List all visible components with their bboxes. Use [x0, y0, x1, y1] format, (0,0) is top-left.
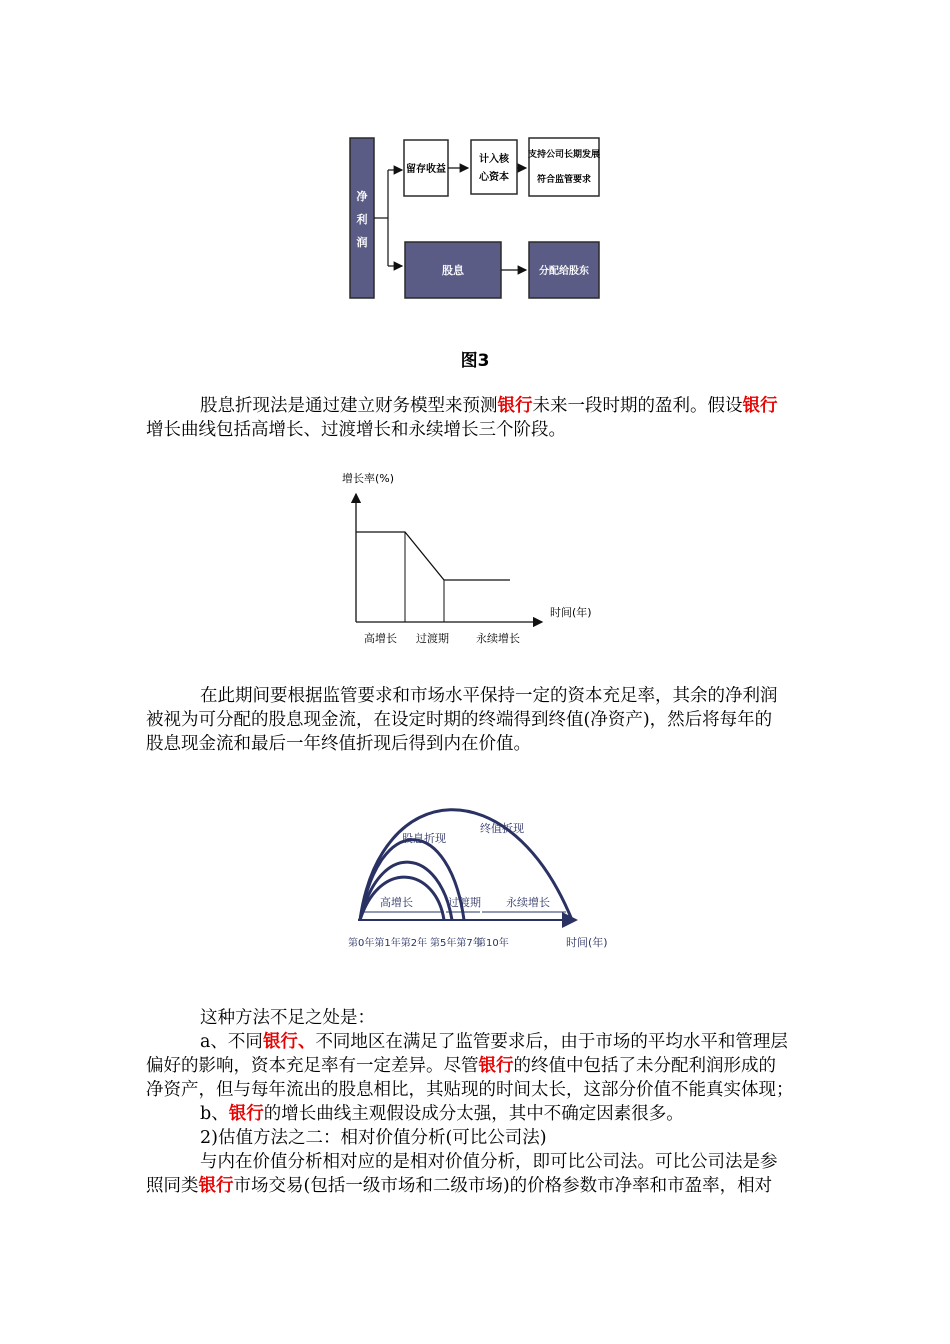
dividend-label: 股息 — [442, 264, 464, 277]
stage-label-high: 高增长 — [364, 632, 397, 645]
stage-label-perpetual: 永续增长 — [506, 896, 550, 909]
keyword-bank: 银行 — [262, 1032, 298, 1052]
figure3-flow-diagram — [340, 130, 610, 310]
label-dividend-discount: 股息折现 — [402, 832, 446, 845]
distribute-label: 分配给股东 — [539, 266, 589, 277]
tick-label-late: 第10年 — [476, 938, 509, 949]
support-label-1: 支持公司长期发展 — [527, 150, 601, 160]
x-axis-label: 时间(年) — [550, 606, 592, 619]
paragraph-method: 在此期间要根据监管要求和市场水平保持一定的资本充足率，其余的净利润 被视为可分配的股息现金流，在设定时期的终端得到终值(净资产)，然后将每年的 股息现金流和最后一年终值折现后得到内在价值。 — [146, 686, 778, 754]
core-capital-label-1: 计入核 — [479, 154, 509, 165]
stage-label-transition: 过渡期 — [448, 896, 481, 909]
label-terminal-discount: 终值折现 — [480, 822, 524, 835]
paragraph-intro: 股息折现法是通过建立财务模型来预测银行未来一段时期的盈利。假设银行 增长曲线包括高增长、过渡增长和永续增长三个阶段。 — [146, 396, 778, 440]
core-capital-box — [471, 140, 517, 194]
stage-label-perpetual: 永续增长 — [476, 632, 520, 645]
core-capital-label-2: 心资本 — [479, 172, 509, 183]
x-axis-label: 时间(年) — [566, 936, 608, 949]
growth-curve — [356, 532, 510, 580]
keyword-bank: 银行 — [478, 1056, 514, 1076]
growth-rate-chart — [320, 462, 610, 652]
keyword-bank: 银行 — [198, 1176, 234, 1196]
stage-label-transition: 过渡期 — [416, 632, 449, 645]
keyword-bank: 银行 — [742, 396, 778, 416]
discount-arcs-chart — [340, 788, 620, 960]
tick-labels-early: 第0年第1年第2年 — [348, 938, 428, 949]
y-axis-label: 增长率(%) — [342, 472, 395, 485]
net-profit-label-2: 利 — [356, 213, 368, 226]
paragraph-shortcomings: 这种方法不足之处是： a、不同银行、不同地区在满足了监管要求后，由于市场的平均水平和管理层 偏好的影响，资本充足率有一定差异。尽管银行的终值中包括了未分配利润形成的 净资产，但与每年流出的股息相比，其贴现的时间太长，这部分价值不能真实体现； b、银行的增长曲线主观假设成分太强，其中不确定因素很多。 2)估值方法之二：相对价值分析(可比公司法) 与内在价值分析相对应的是相对价值分析，即可比公司法。可比公司法是参 照同类银行市场交易(包括一级市场和二级市场)的价格参数市净率和市盈率，相对 — [146, 1006, 806, 1198]
figure-caption: 图3 — [460, 351, 490, 371]
tick-labels-mid: 第5年第7年 — [430, 938, 483, 949]
retained-earnings-label: 留存收益 — [406, 164, 446, 175]
net-profit-label-3: 润 — [356, 236, 368, 249]
support-label-2: 符合监管要求 — [536, 175, 592, 185]
support-box — [529, 138, 599, 196]
section-heading-relative-value: 2)估值方法之二：相对价值分析(可比公司法) — [200, 1128, 547, 1148]
keyword-bank: 银行 — [497, 396, 533, 416]
stage-label-high: 高增长 — [380, 896, 413, 909]
net-profit-label-1: 净 — [356, 190, 368, 203]
keyword-bank: 银行 — [228, 1104, 264, 1124]
